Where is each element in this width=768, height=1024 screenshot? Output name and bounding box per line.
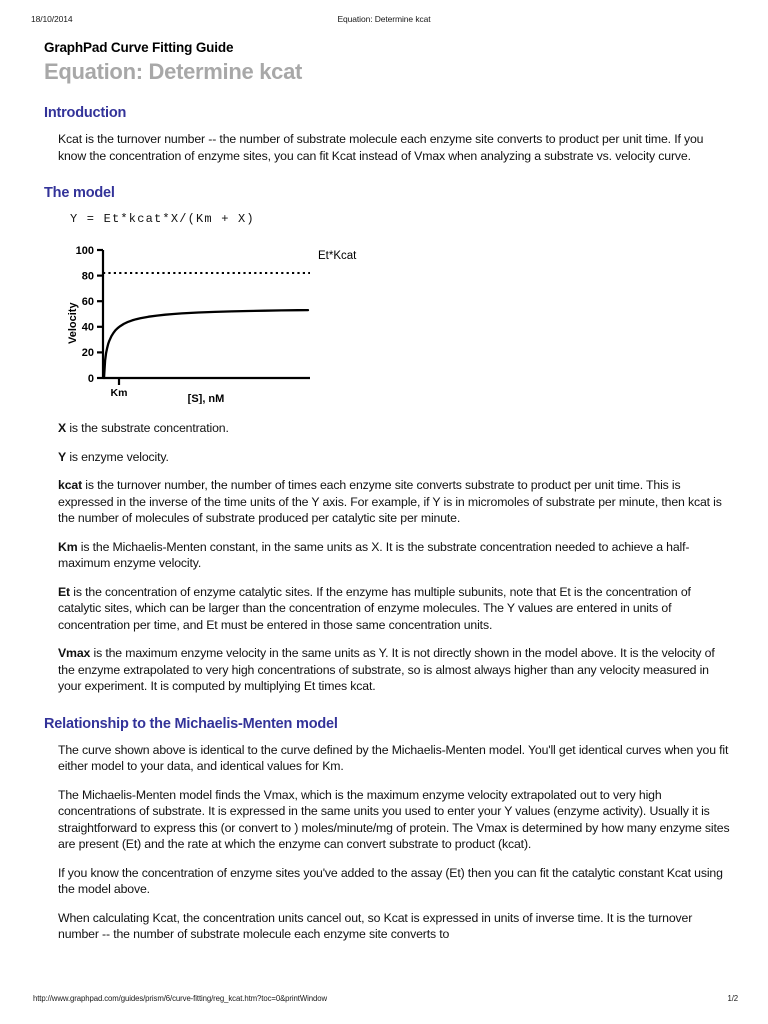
definition-y [44, 449, 734, 466]
relationship-paragraph-3: If you know the concentration of enzyme sites you've added to the assay (Et) then you can fit the catalytic constant Kcat using the model above. [58, 865, 723, 896]
definition-km [44, 539, 734, 572]
definition-et [44, 584, 734, 634]
chart-svg [56, 239, 416, 404]
header-running-title: Equation: Determine kcat [337, 14, 431, 24]
model-equation: Y = Et*kcat*X/(Km + X) [70, 212, 255, 226]
footer-url: http://www.graphpad.com/guides/prism/6/curve-fitting/reg_kcat.htm?toc=0&printWindow [33, 994, 327, 1003]
definition-term-vmax: Vmax [58, 646, 91, 660]
relationship-paragraph-1: The curve shown above is identical to the curve defined by the Michaelis-Menten model. You'll get identical curves when you fit either model to your data, and identical values for Km. [58, 742, 729, 773]
definition-text-et: is the concentration of enzyme catalytic sites. If the enzyme has multiple subunits, note that Et is the concentration of catalytic sites, which can be larger than the concentration of enzyme molecules. The Y values are entered in units of concentration per time, and Et must be entered in those same concentration units. [58, 584, 691, 632]
y-axis-label: Velocity [67, 302, 79, 344]
section-heading-relationship: Relationship to the Michaelis-Menten model [44, 715, 338, 732]
definition-term-kcat: kcat [58, 478, 83, 492]
running-footer [0, 994, 768, 1006]
definition-term-y: Y [58, 449, 67, 464]
section-heading-the-model: The model [44, 185, 115, 201]
document-title-block [44, 40, 734, 86]
relationship-paragraph-2: The Michaelis-Menten model finds the Vmax, which is the maximum enzyme velocity extrapolated out to very high concentrations of substrate. It is expressed in the same units you used to enter your Y values (enzyme activity). Usually it is straightforward to express this (or convert to ) moles/minute/mg of protein. The Vmax is determined by how many enzyme sites are present (Et) and the rate at which the enzyme can convert substrate to product (kcat). [58, 787, 730, 851]
ytick-80: 80 [81, 270, 94, 283]
definition-vmax [44, 645, 734, 695]
curve-michaelis-menten [104, 310, 308, 378]
footer-page-number: 1/2 [727, 994, 738, 1003]
introduction-paragraph: Kcat is the turnover number -- the number of substrate molecule each enzyme site converts to product per unit time. If you know the concentration of enzyme sites, you can fit Kcat instead of Vmax when analyzing a substrate vs. velocity curve. [58, 132, 704, 163]
ytick-20: 20 [81, 347, 94, 360]
michaelis-menten-chart [56, 239, 416, 404]
guide-title: GraphPad Curve Fitting Guide [44, 40, 234, 55]
x-axis-label: [S], nM [187, 393, 225, 404]
definition-text-x: is the substrate concentration. [66, 421, 229, 435]
definition-text-vmax: is the maximum enzyme velocity in the same units as Y. It is not directly shown in the model above. It is the velocity of the enzyme extrapolated to very high concentrations of substrate, so is almost always higher than any velocity measured in your experiment. It is computed by multiplying Et times kcat. [58, 646, 715, 693]
xtick-label-km: Km [110, 387, 128, 399]
ytick-0: 0 [87, 372, 94, 385]
definition-text-y: is enzyme velocity. [66, 449, 169, 464]
relationship-paragraph-4: When calculating Kcat, the concentration units cancel out, so Kcat is expressed in units of inverse time. It is the turnover number -- the number of substrate molecule each enzyme site converts to [58, 910, 693, 941]
ytick-60: 60 [81, 296, 94, 308]
header-date: 18/10/2014 [31, 14, 73, 24]
running-header [0, 14, 768, 28]
definition-term-et: Et [58, 584, 70, 599]
definition-term-x: X [58, 421, 67, 435]
ytick-100: 100 [75, 244, 94, 257]
ytick-40: 40 [81, 321, 94, 334]
definition-kcat [44, 477, 734, 527]
section-heading-introduction: Introduction [44, 105, 127, 121]
definition-text-kcat: is the turnover number, the number of times each enzyme site converts substrate to product per unit time. This is expressed in the inverse of the time units of the Y axis. For example, if Y is in micromoles of substrate per minute, then kcat is the number of molecules of substrate produced per catalytic site per minute. [58, 478, 722, 525]
page-title: Equation: Determine kcat [44, 59, 303, 84]
definition-term-km: Km [58, 539, 78, 554]
definition-x [44, 420, 734, 437]
definition-text-km: is the Michaelis-Menten constant, in the same units as X. It is the substrate concentration needed to achieve a half-maximum enzyme velocity. [58, 539, 690, 570]
annotation-etkcat: Et*Kcat [318, 250, 357, 262]
document-content [44, 104, 734, 955]
